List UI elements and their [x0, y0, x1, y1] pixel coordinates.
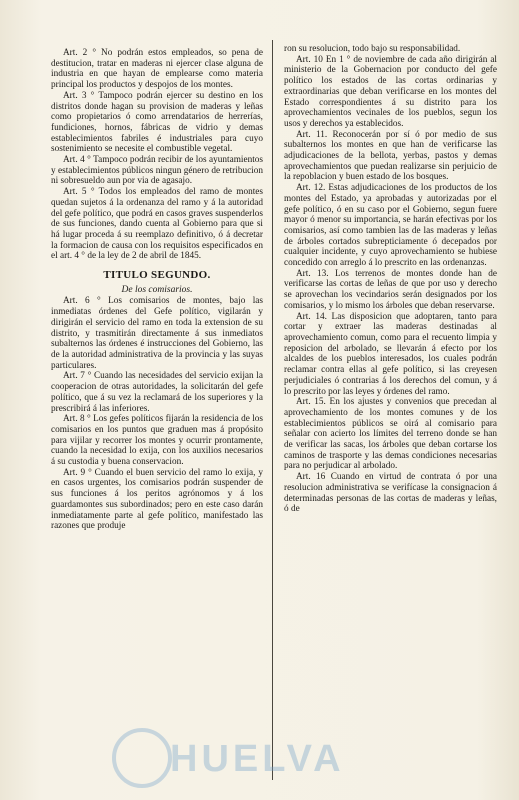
- article-3: Art. 3 ° Tampoco podrán ejercer su destino en los distritos donde hagan su provision de maderas y leñas como propietarios ó como arrendatarios de herrerías, fundiciones, hornos, fábricas de vidrio y demas establecimientos fabriles é industriales para cuyo sostenimiento se necesite el combustible vegetal.: [51, 90, 263, 155]
- article-15: Art. 15. En los ajustes y convenios que precedan al aprovechamiento de los montes comunes y de los establecimientos públicos se oirá al comisario para señalar con acierto los límites del terreno donde se han de verificar las sacas, los árboles que deban cortarse los caminos de trasporte y las demas condiciones necesarias para no perjudicar al arbolado.: [284, 397, 497, 472]
- article-9: Art. 9 ° Cuando el buen servicio del ramo lo exija, y en casos urgentes, los comisarios podrán suspender de sus funciones á los peritos agrónomos y á los guardamontes sus subordinados; pero en este caso darán inmediatamente parte al gefe político, manifestado las razones que produje: [51, 467, 263, 532]
- article-5: Art. 5 ° Todos los empleados del ramo de montes quedan sujetos á la ordenanza del ramo y á la autoridad del gefe político, que podrá en casos graves suspenderlos de sus funciones, dando cuenta al Gobierno para que si há lugar proceda á su reemplazo definitivo, ó á decretar la formacion de causa con los requisitos especificados en el art. 4 ° de la ley de 2 de abril de 1845.: [51, 187, 263, 262]
- article-8: Art. 8 ° Los gefes políticos fijarán la residencia de los comisarios en los puntos que graduen mas á propósito para vijilar y recorrer los montes y ocurrir prontamente, cuando la necesidad lo exija, con los auxilios necesarios á su custodia y buena conservacion.: [51, 414, 263, 468]
- section-subtitle: De los comisarios.: [121, 284, 193, 295]
- article-6: Art. 6 ° Los comisarios de montes, bajo las inmediatas órdenes del Gefe político, vigilarán y dirigirán el servicio del ramo en toda la extension de su distrito, y trasmitirán directamente á sus inmediatos subalternos las órdenes é instrucciones del Gobierno, las de la autoridad administrativa de la provincia y las suyas particulares.: [51, 296, 263, 371]
- article-11: Art. 11. Reconocerán por sí ó por medio de sus subalternos los montes en que han de verificarse las adjudicaciones de la bellota, yerbas, pastos y demas aprovechamientos que puedan realizarse sin perjuicio de la repoblacion y buen estado de los bosques.: [284, 129, 497, 183]
- article-10: Art. 10 En 1 ° de noviembre de cada año dirigirán al ministerio de la Gobernacion por conducto del gefe político los estados de las cortas ordinarias y extraordinarias que deban verificarse en los montes del Estado correspondientes á su distrito para los aprovechamientos vecinales de los pueblos, segun los usos y derechos ya establecidos.: [284, 54, 497, 129]
- article-13: Art. 13. Los terrenos de montes donde han de verificarse las cortas de leñas de que por uso y derecho se aprovechan los vecindarios serán designados por los comisarios, y lo mismo los árboles que deban reservarse.: [284, 268, 497, 311]
- continuation-text: ron su resolucion, todo bajo su responsabilidad.: [284, 44, 461, 54]
- article-7: Art. 7 ° Cuando las necesidades del servicio exijan la cooperacion de otras autoridades, la solicitarán del gefe político, que á su vez la reclamará de los superiores y la prescribirá á las inferiores.: [51, 371, 263, 414]
- article-14: Art. 14. Las disposicion que adoptaren, tanto para cortar y extraer las maderas destinadas al aprovechamiento comun, como para el recuento limpia y reposicion del arbolado, se llevarán á efecto por los alcaldes de los pueblos interesados, los cuales podrán reclamar contra ellas al gefe político, si las creyesen perjudiciales ó contrarias á los derechos del comun, y á lo prescrito por las leyes y órdenes del ramo.: [284, 311, 497, 397]
- watermark-text: HUELVA: [170, 738, 345, 780]
- left-column: [51, 48, 263, 532]
- column-divider: [272, 40, 273, 780]
- section-title: TITULO SEGUNDO.: [103, 269, 211, 282]
- article-12: Art. 12. Estas adjudicaciones de los productos de los montes del Estado, ya aprobadas y autorizadas por el gefe político, ó en su caso por el Gobierno, segun fuere mayor ó menor su importancia, se harán efectivas por los comisarios, así como tambien las de las maderas y leñas de árboles cortados subrepticiamente ó decepados por cualquier incidente, y cuyo aprovechamiento se hubiese concedido con arreglo á lo prescrito en las ordenanzas.: [284, 183, 497, 269]
- watermark-logo-icon: [112, 728, 172, 788]
- article-4: Art. 4 ° Tampoco podrán recibir de los ayuntamientos y establecimientos públicos ningun género de retribucion ni sobresueldo aun por via de agasajo.: [51, 155, 263, 187]
- right-column: [284, 44, 497, 515]
- article-2: Art. 2 ° No podrán estos empleados, so pena de destitucion, tratar en maderas ni ejercer clase alguna de industria en que hayan de emplearse como materia principal los productos y despojos de los montes.: [51, 48, 263, 91]
- article-16: Art. 16 Cuando en virtud de contrata ó por una resolucion administrativa se verifícase la consignacion á determinadas personas de las cortas de maderas y leñas, ó de: [284, 472, 497, 515]
